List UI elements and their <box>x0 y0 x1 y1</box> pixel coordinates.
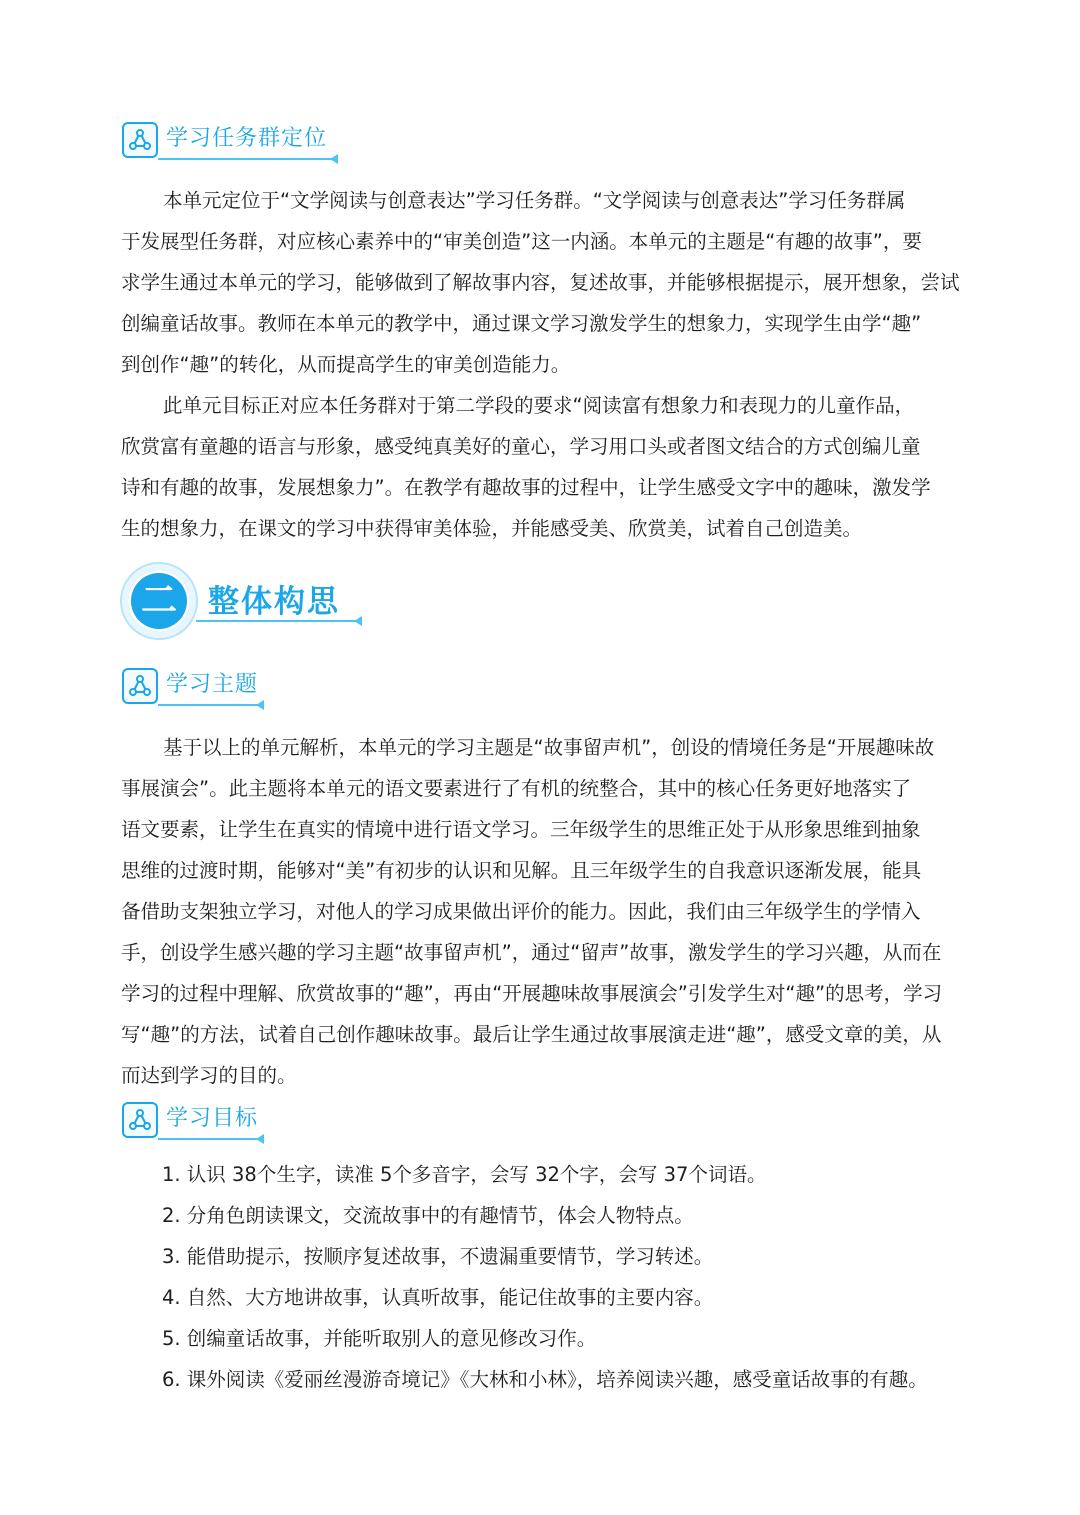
chapter-banner <box>116 558 366 642</box>
arrow-icon <box>354 616 362 626</box>
section-title: 学习主题 <box>166 672 259 697</box>
list-item: 3. 能借助提示，按顺序复述故事，不遗漏重要情节，学习转述。 <box>162 1245 714 1268</box>
section-heading-positioning <box>118 120 358 164</box>
text-line: 语文要素，让学生在真实的情境中进行语文学习。三年级学生的思维正处于从形象思维到抽象 <box>121 818 921 841</box>
paragraph-positioning-1 <box>121 180 981 385</box>
list-item: 5. 创编童话故事，并能听取别人的意见修改习作。 <box>162 1327 597 1350</box>
section-title: 学习任务群定位 <box>166 126 328 151</box>
section-heading-theme <box>118 666 358 710</box>
list-item: 6. 课外阅读《爱丽丝漫游奇境记》《大林和小林》，培养阅读兴趣，感受童话故事的有趣。 <box>162 1368 928 1391</box>
text-line: 创编童话故事。教师在本单元的教学中，通过课文学习激发学生的想象力，实现学生由学“趣” <box>121 312 922 335</box>
text-line: 事展演会”。此主题将本单元的语文要素进行了有机的统整合，其中的核心任务更好地落实了 <box>121 777 912 800</box>
text-line: 欣赏富有童趣的语言与形象，感受纯真美好的童心，学习用口头或者图文结合的方式创编儿童 <box>121 435 921 458</box>
chapter-number: 二 <box>140 580 177 621</box>
arrow-icon <box>256 700 264 710</box>
text-line: 到创作“趣”的转化，从而提高学生的审美创造能力。 <box>121 353 571 376</box>
text-line: 写“趣”的方法，试着自己创作趣味故事。最后让学生通过故事展演走进“趣”，感受文章的美，从 <box>121 1023 942 1046</box>
text-line: 思维的过渡时期，能够对“美”有初步的认识和见解。且三年级学生的自我意识逐渐发展，能具 <box>121 859 922 882</box>
arrow-icon <box>256 1134 264 1144</box>
text-line: 此单元目标正对应本任务群对于第二学段的要求“阅读富有想象力和表现力的儿童作品， <box>163 394 915 417</box>
network-icon <box>122 122 158 158</box>
text-line: 而达到学习的目的。 <box>121 1064 297 1087</box>
text-line: 学习的过程中理解、欣赏故事的“趣”，再由“开展趣味故事展演会”引发学生对“趣”的思考，学习 <box>121 982 943 1005</box>
list-item: 1. 认识 38个生字，读准 5个多音字，会写 32个字，会写 37个词语。 <box>162 1163 767 1186</box>
section-heading-goals <box>118 1100 358 1144</box>
text-line: 求学生通过本单元的学习，能够做到了解故事内容，复述故事，并能够根据提示，展开想象，尝试 <box>121 271 960 294</box>
text-line: 手，创设学生感兴趣的学习主题“故事留声机”，通过“留声”故事，激发学生的学习兴趣，从而在 <box>121 941 942 964</box>
chapter-title: 整体构思 <box>208 584 340 620</box>
list-item: 4. 自然、大方地讲故事，认真听故事，能记住故事的主要内容。 <box>162 1286 714 1309</box>
list-item: 2. 分角色朗读课文，交流故事中的有趣情节，体会人物特点。 <box>162 1204 694 1227</box>
paragraph-theme <box>121 727 981 1096</box>
paragraph-positioning-2 <box>121 385 981 549</box>
goals-list <box>162 1154 1002 1400</box>
network-icon <box>122 1102 158 1138</box>
text-line: 备借助支架独立学习，对他人的学习成果做出评价的能力。因此，我们由三年级学生的学情入 <box>121 900 921 923</box>
arrow-icon <box>330 154 338 164</box>
text-line: 本单元定位于“文学阅读与创意表达”学习任务群。“文学阅读与创意表达”学习任务群属 <box>163 189 906 212</box>
text-line: 基于以上的单元解析，本单元的学习主题是“故事留声机”，创设的情境任务是“开展趣味故 <box>163 736 935 759</box>
text-line: 诗和有趣的故事，发展想象力”。在教学有趣故事的过程中，让学生感受文字中的趣味，激发学 <box>121 476 931 499</box>
network-icon <box>122 668 158 704</box>
heading-underline <box>158 704 262 706</box>
section-title: 学习目标 <box>166 1106 259 1131</box>
text-line: 生的想象力，在课文的学习中获得审美体验，并能感受美、欣赏美，试着自己创造美。 <box>121 517 863 540</box>
heading-underline <box>158 158 336 160</box>
heading-underline <box>158 1138 262 1140</box>
text-line: 于发展型任务群，对应核心素养中的“审美创造”这一内涵。本单元的主题是“有趣的故事”，要 <box>121 230 922 253</box>
banner-underline <box>196 620 360 622</box>
